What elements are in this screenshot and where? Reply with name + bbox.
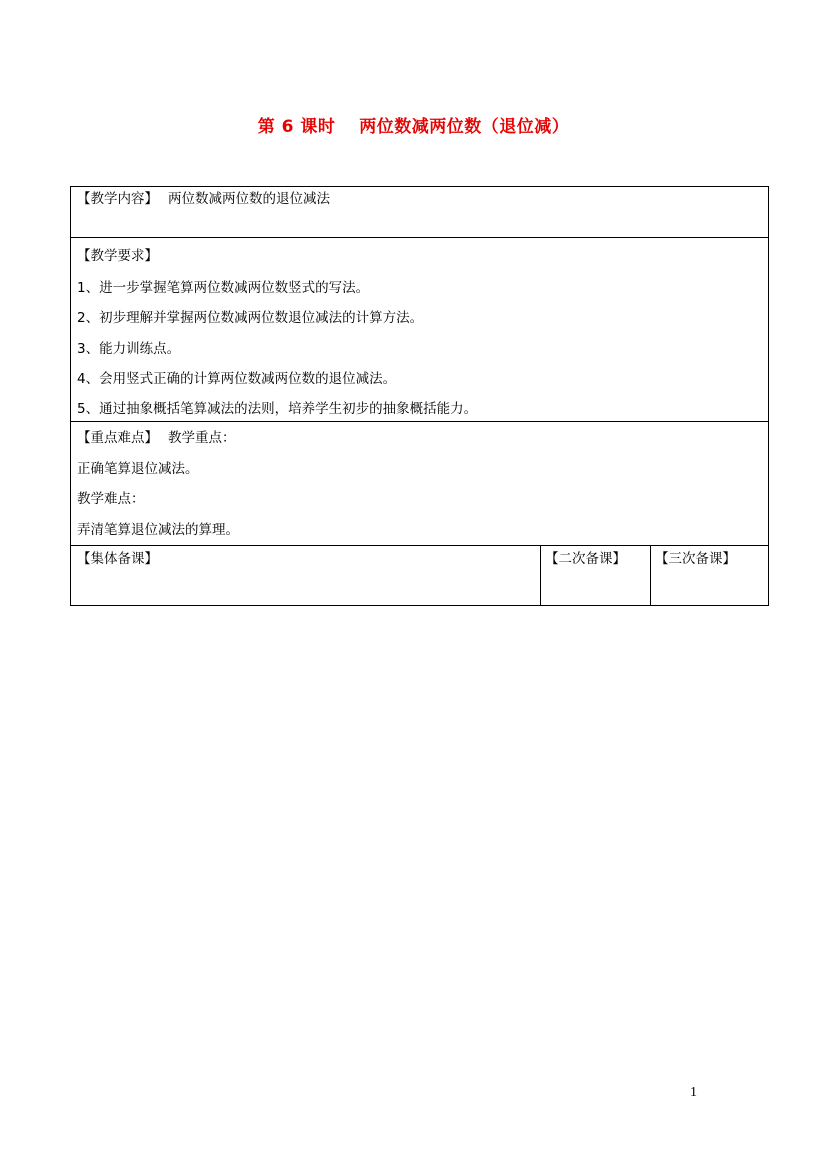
difficulty-label: 教学难点： bbox=[77, 491, 145, 507]
collective-prep-label: 【集体备课】 bbox=[77, 551, 158, 567]
row-teaching-content bbox=[71, 187, 768, 238]
key-points-label: 【重点难点】 bbox=[77, 430, 158, 446]
teaching-content-label: 【教学内容】 bbox=[77, 191, 158, 207]
difficulty-text: 弄清笔算退位减法的算理。 bbox=[77, 522, 239, 538]
requirement-item: 1、进一步掌握笔算两位数减两位数竖式的写法。 bbox=[77, 280, 370, 296]
page-number: 1 bbox=[690, 1085, 697, 1100]
requirement-item: 4、会用竖式正确的计算两位数减两位数的退位减法。 bbox=[77, 371, 397, 387]
second-prep-label: 【二次备课】 bbox=[545, 551, 626, 567]
lesson-title: 第 6 课时 两位数减两位数（退位减） bbox=[257, 117, 570, 137]
row-lesson-prep bbox=[71, 546, 768, 605]
row-key-points bbox=[71, 422, 768, 546]
key-focus-label: 教学重点： bbox=[168, 430, 236, 446]
key-focus-text: 正确笔算退位减法。 bbox=[77, 461, 199, 477]
teaching-requirements-label: 【教学要求】 bbox=[77, 248, 158, 264]
requirement-item: 3、能力训练点。 bbox=[77, 341, 181, 357]
third-prep-label: 【三次备课】 bbox=[655, 551, 736, 567]
column-divider bbox=[650, 546, 651, 605]
lesson-plan-table bbox=[70, 186, 769, 606]
row-teaching-requirements bbox=[71, 238, 768, 422]
requirement-item: 5、通过抽象概括笔算减法的法则，培养学生初步的抽象概括能力。 bbox=[77, 401, 478, 417]
teaching-content-text: 两位数减两位数的退位减法 bbox=[168, 191, 330, 207]
requirement-item: 2、初步理解并掌握两位数减两位数退位减法的计算方法。 bbox=[77, 310, 424, 326]
column-divider bbox=[540, 546, 541, 605]
